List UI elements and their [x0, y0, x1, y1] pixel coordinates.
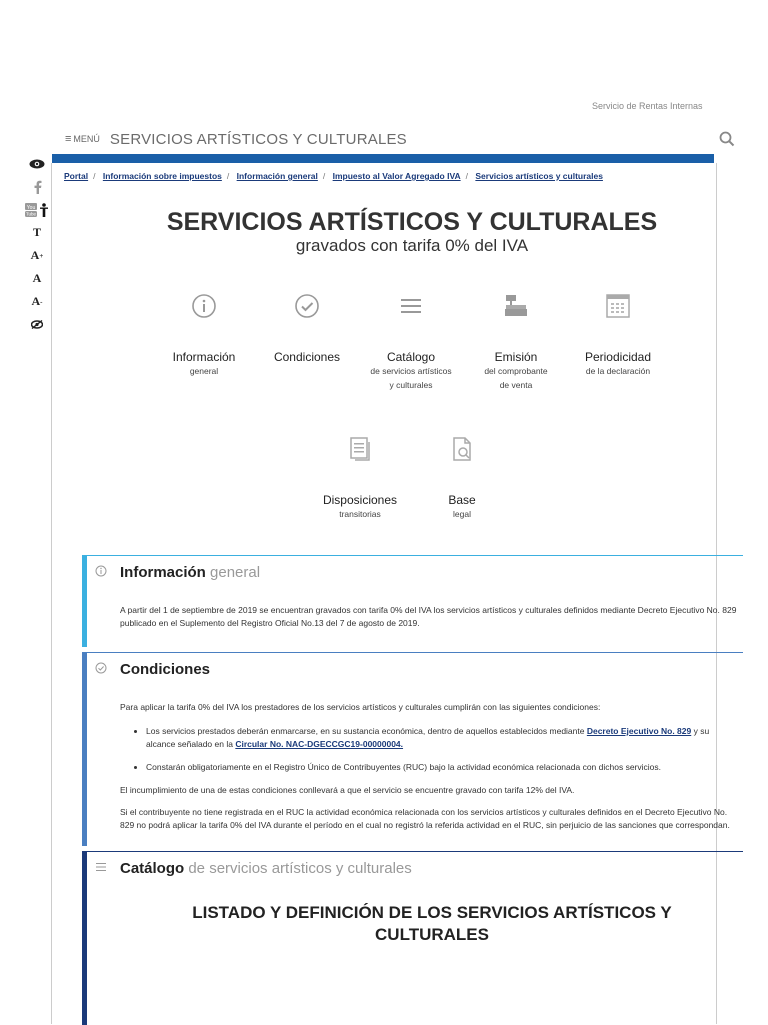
- category-label: Disposiciones: [322, 493, 398, 507]
- section-informacion: [82, 555, 743, 647]
- page-title: SERVICIOS ARTÍSTICOS Y CULTURALES: [166, 208, 658, 236]
- facebook-icon[interactable]: [24, 175, 50, 198]
- section-stripe: [82, 556, 87, 647]
- section-title-light: de servicios artísticos y culturales: [188, 860, 412, 877]
- font-decrease-sup: -: [40, 297, 43, 306]
- breadcrumb-link-impuestos[interactable]: Información sobre impuestos: [102, 171, 222, 181]
- calendar-icon: [605, 293, 631, 319]
- youtube-icon[interactable]: [25, 203, 37, 217]
- category-sub: transitorias: [339, 509, 381, 519]
- svg-text:Tube: Tube: [25, 211, 37, 216]
- category-catalogo[interactable]: [356, 292, 466, 392]
- section-title-bold: Condiciones: [120, 661, 211, 678]
- section-body: [120, 701, 739, 841]
- header: [65, 128, 735, 150]
- section-body: [120, 604, 739, 639]
- section-catalogo: [82, 851, 743, 1025]
- section-title-bold: Información: [120, 564, 206, 581]
- breadcrumb-link-current[interactable]: Servicios artísticos y culturales: [475, 171, 603, 181]
- document-icon: [348, 436, 372, 462]
- conditions-intro: Para aplicar la tarifa 0% del IVA los prestadores de los servicios artísticos y culturales cumplirán con las siguientes condiciones:: [120, 702, 601, 712]
- font-increase-sup: +: [39, 251, 44, 260]
- circular-link[interactable]: Circular No. NAC-DGECCGC19-00000004.: [235, 739, 404, 749]
- accessibility-icon[interactable]: [39, 203, 49, 217]
- accent-bar: [52, 154, 714, 163]
- text-icon[interactable]: [24, 221, 50, 244]
- section-condiciones: [82, 652, 743, 846]
- section-title-bold: Catálogo: [120, 860, 185, 877]
- category-informacion[interactable]: [149, 292, 259, 378]
- category-sub: y culturales: [389, 380, 433, 390]
- category-condiciones[interactable]: [252, 292, 362, 364]
- search-icon[interactable]: [719, 131, 735, 147]
- text-tool-label: T: [32, 225, 41, 239]
- section-title: [120, 564, 260, 581]
- breadcrumb-separator: /: [322, 171, 326, 181]
- category-label: Base: [448, 493, 476, 507]
- cash-register-icon: [503, 294, 529, 318]
- list-item: [146, 725, 739, 751]
- category-sub: de servicios artísticos: [370, 366, 452, 376]
- section-stripe: [82, 852, 87, 1025]
- category-sub: general: [189, 366, 219, 376]
- category-disposiciones[interactable]: [305, 435, 415, 521]
- conditions-list: [120, 725, 739, 774]
- catalog-heading: LISTADO Y DEFINICIÓN DE LOS SERVICIOS ARTÍSTICOS Y CULTURALES: [192, 903, 672, 944]
- category-periodicidad[interactable]: [563, 292, 673, 378]
- page-subtitle: gravados con tarifa 0% del IVA: [295, 236, 529, 255]
- menu-label: MENÚ: [73, 134, 100, 144]
- hamburger-icon: ≡: [65, 133, 72, 145]
- category-label: Catálogo: [386, 350, 436, 364]
- font-increase-label: A: [30, 248, 40, 262]
- section-title: [120, 661, 210, 678]
- check-circle-icon: [294, 293, 320, 319]
- social-tools: [24, 198, 50, 221]
- divider: [51, 163, 52, 1024]
- list-icon: [95, 861, 107, 873]
- font-decrease-icon[interactable]: [24, 290, 50, 313]
- check-circle-icon: [95, 662, 107, 674]
- category-sub: del comprobante: [484, 366, 548, 376]
- list-icon: [399, 296, 423, 316]
- category-label: Emisión: [494, 350, 538, 364]
- category-label: Información: [172, 350, 236, 364]
- list-item-text: y su alcance señalado en la: [146, 726, 710, 749]
- eye-icon[interactable]: [24, 152, 50, 175]
- decreto-link[interactable]: Decreto Ejecutivo No. 829: [586, 726, 692, 736]
- category-sub: de venta: [499, 380, 533, 390]
- breadcrumb: [64, 171, 603, 181]
- section-stripe: [82, 653, 87, 846]
- breadcrumb-link-informacion-general[interactable]: Información general: [236, 171, 318, 181]
- service-name: Servicio de Rentas Internas: [592, 101, 703, 111]
- font-normal-icon[interactable]: [24, 267, 50, 290]
- svg-text:You: You: [26, 204, 36, 211]
- info-icon: [191, 293, 217, 319]
- breadcrumb-link-portal[interactable]: Portal: [64, 171, 89, 181]
- breadcrumb-link-iva[interactable]: Impuesto al Valor Agregado IVA: [332, 171, 461, 181]
- list-item: • Constarán obligatoriamente en el Registro Único de Contribuyentes (RUC) bajo la actividad económica relacionada con dichos servicios.: [146, 761, 739, 774]
- font-normal-label: A: [32, 271, 42, 285]
- legal-document-icon: [450, 436, 474, 462]
- breadcrumb-separator: /: [93, 171, 96, 181]
- font-increase-icon[interactable]: [24, 244, 50, 267]
- category-emision[interactable]: [461, 292, 571, 392]
- category-label: Periodicidad: [584, 350, 652, 364]
- info-paragraph: A partir del 1 de septiembre de 2019 se encuentran gravados con tarifa 0% del IVA los servicios artísticos y culturales definidos mediante Decreto Ejecutivo No. 829 publicado en el Suplemento del Registro Oficial No.13 del 7 de agosto de 2019.: [120, 605, 737, 628]
- breadcrumb-separator: /: [226, 171, 230, 181]
- menu-button[interactable]: [65, 133, 100, 145]
- info-icon: [95, 565, 107, 577]
- contrast-icon[interactable]: [24, 313, 50, 336]
- accessibility-toolbar: [24, 152, 50, 336]
- font-decrease-label: A: [31, 294, 41, 308]
- category-label: Condiciones: [273, 350, 341, 364]
- list-item-text: Los servicios prestados deberán enmarcarse, en su sustancia económica, dentro de aquellos establecidos mediante: [146, 726, 587, 736]
- category-sub: de la declaración: [585, 366, 651, 376]
- section-title: [120, 860, 412, 877]
- category-base[interactable]: [407, 435, 517, 521]
- header-title: SERVICIOS ARTÍSTICOS Y CULTURALES: [109, 130, 407, 148]
- section-title-light: general: [210, 564, 261, 581]
- conditions-paragraph: El incumplimiento de una de estas condiciones conllevará a que el servicio se encuentre gravado con tarifa 12% del IVA.: [120, 785, 575, 795]
- conditions-paragraph: Si el contribuyente no tiene registrada en el RUC la actividad económica relacionada con los servicios artísticos y culturales definidos en el Decreto Ejecutivo No. 829 no podrá aplicar la tarifa 0% del IVA durante el período en el cual no registró la referida actividad en el RUC, sin perjuicio de las sanciones que correspondan.: [120, 807, 730, 830]
- breadcrumb-separator: /: [465, 171, 468, 181]
- category-sub: legal: [453, 509, 471, 519]
